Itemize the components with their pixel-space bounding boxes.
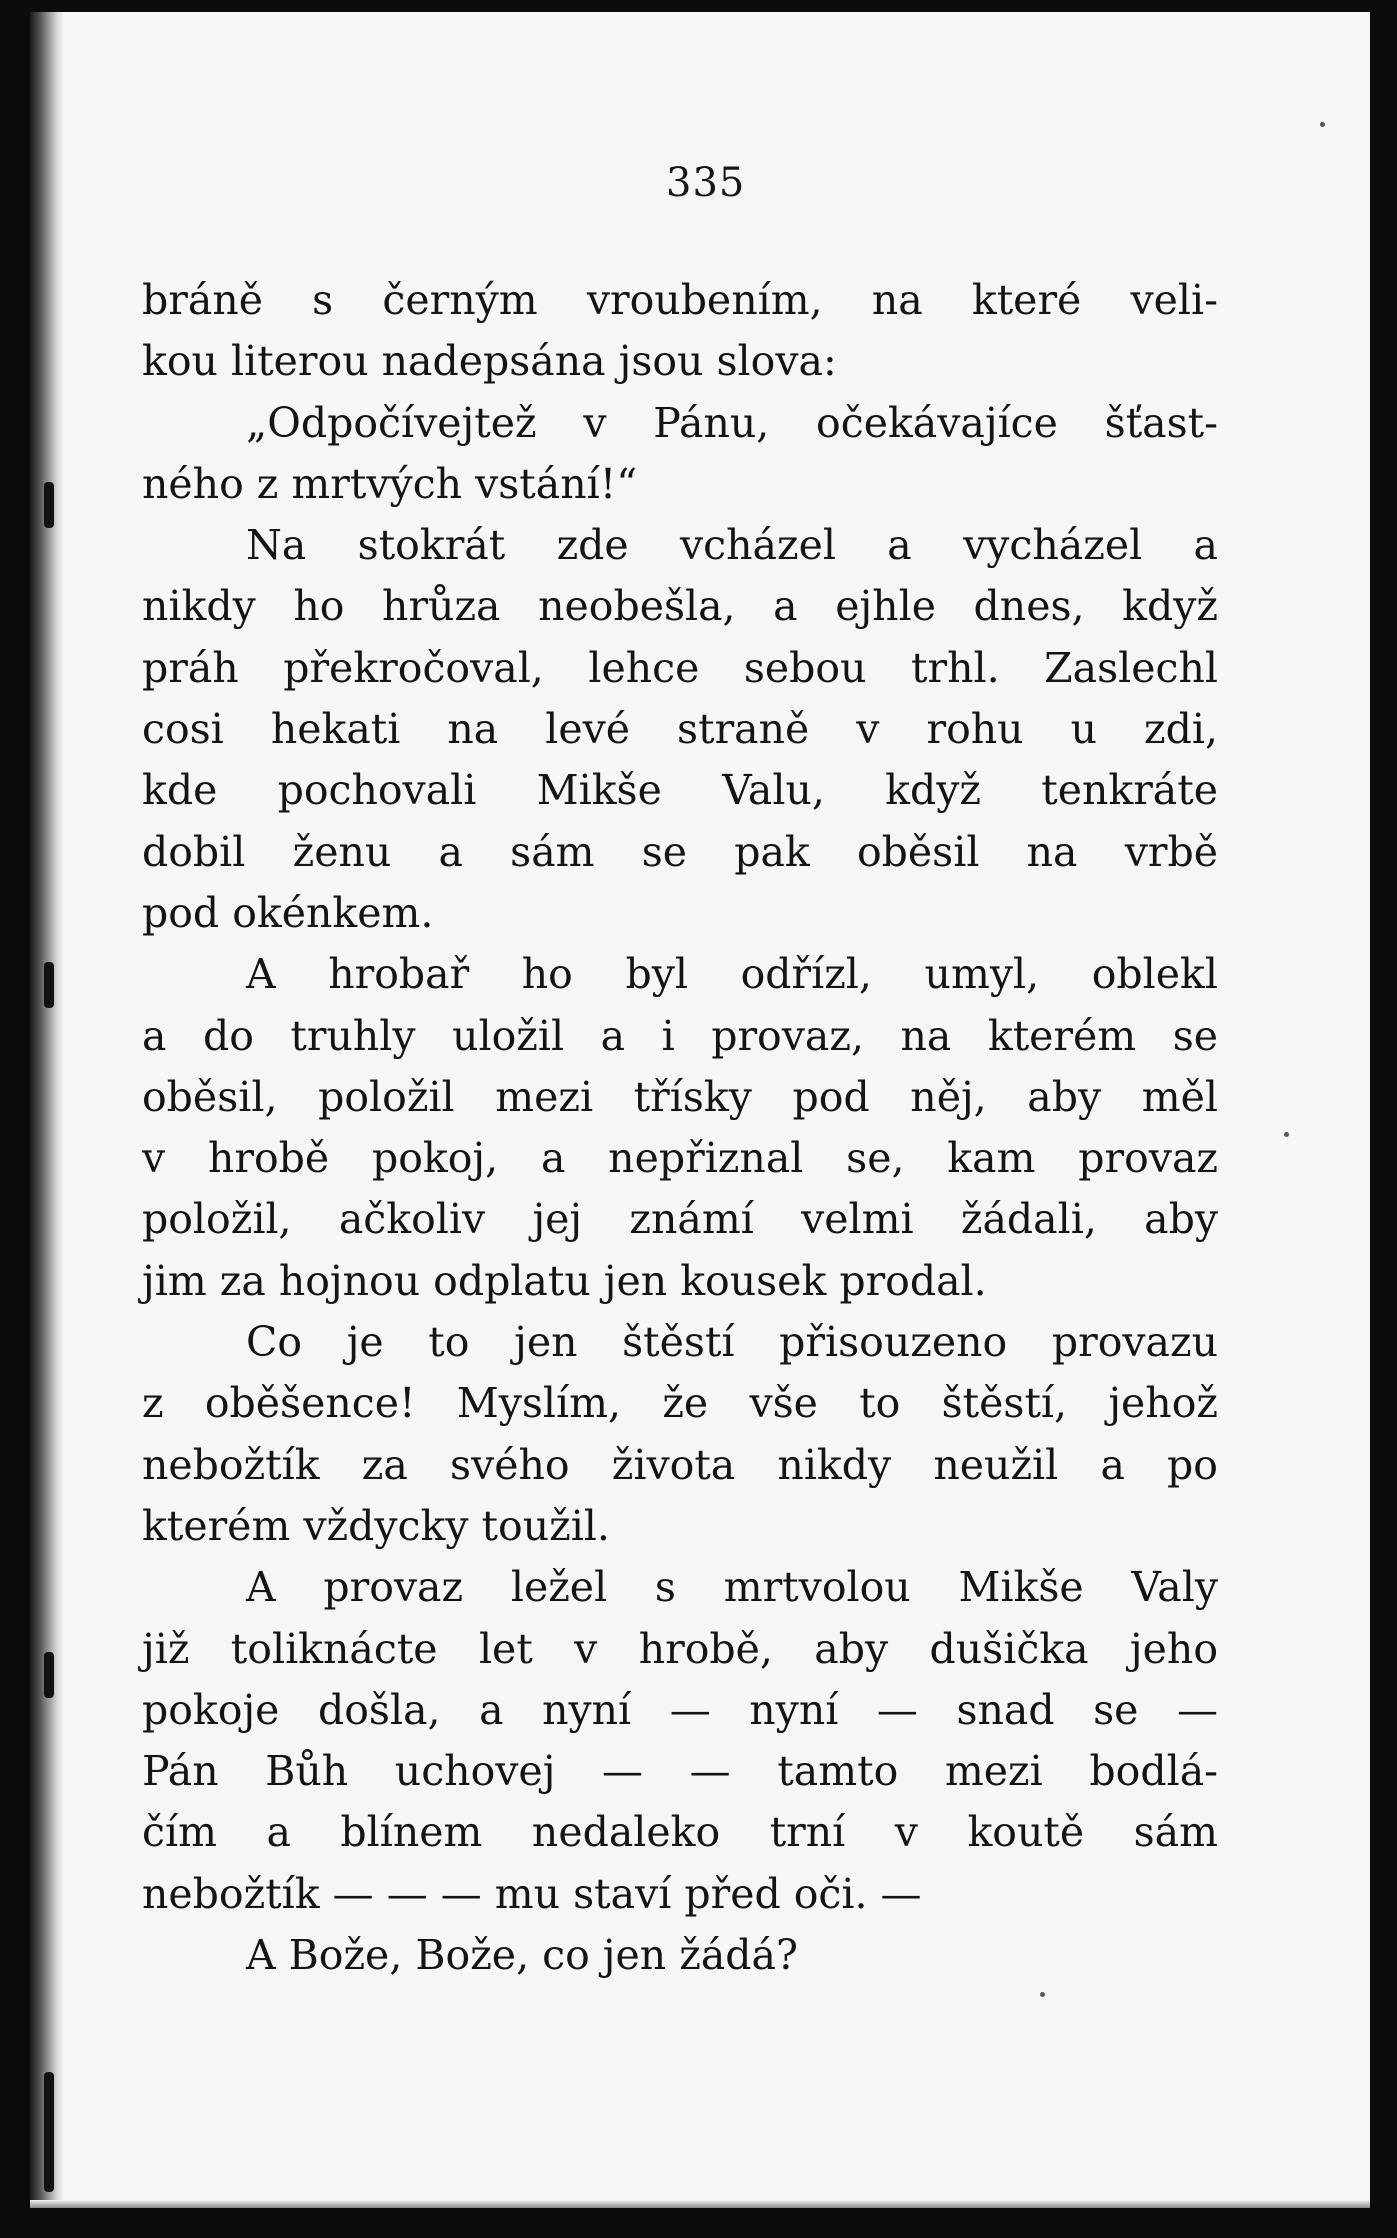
text-line: cosi hekati na levé straně v rohu u zdi, bbox=[142, 705, 1218, 754]
text-line: již toliknácte let v hrobě, aby dušička jeho bbox=[142, 1624, 1218, 1673]
text-line: nikdy ho hrůza neobešla, a ejhle dnes, když bbox=[142, 582, 1218, 631]
text-line: bráně s černým vroubením, na které veli- bbox=[142, 276, 1218, 324]
text-line: kou literou nadepsána jsou slova: bbox=[142, 337, 837, 386]
page-number: 335 bbox=[666, 160, 746, 206]
text-line: „Odpočívejtež v Pánu, očekávajíce šťast- bbox=[246, 398, 1218, 447]
text-line: položil, ačkoliv jej známí velmi žádali, aby bbox=[142, 1195, 1218, 1244]
text-line: Pán Bůh uchovej — — tamto mezi bodlá- bbox=[142, 1747, 1218, 1796]
text-line: ného z mrtvých vstání!“ bbox=[142, 459, 638, 508]
paper-speck bbox=[1284, 1132, 1289, 1137]
text-line: nebožtík — — — mu staví před oči. — bbox=[142, 1869, 922, 1918]
text-line: dobil ženu a sám se pak oběsil na vrbě bbox=[142, 827, 1218, 876]
text-line: nebožtík za svého života nikdy neužil a po bbox=[142, 1440, 1218, 1489]
text-line: čím a blínem nedaleko trní v koutě sám bbox=[142, 1808, 1218, 1857]
page-bottom-edge bbox=[30, 2200, 1370, 2208]
binding-mark bbox=[44, 962, 54, 1008]
text-line: kterém vždycky toužil. bbox=[142, 1501, 610, 1550]
text-line: pokoje došla, a nyní — nyní — snad se — bbox=[142, 1685, 1218, 1734]
gutter-shadow bbox=[30, 12, 64, 2208]
text-line: Na stokrát zde vcházel a vycházel a bbox=[246, 521, 1218, 570]
text-line: A provaz ležel s mrtvolou Mikše Valy bbox=[246, 1563, 1218, 1612]
binding-mark bbox=[44, 482, 54, 528]
text-line: jim za hojnou odplatu jen kousek prodal. bbox=[142, 1256, 987, 1305]
body-text bbox=[142, 270, 1218, 1986]
paper-speck bbox=[1040, 1992, 1045, 1997]
text-line: z oběšence! Myslím, že vše to štěstí, jehož bbox=[142, 1379, 1218, 1428]
text-line: a do truhly uložil a i provaz, na kterém se bbox=[142, 1011, 1218, 1060]
text-line: Co je to jen štěstí přisouzeno provazu bbox=[246, 1318, 1218, 1367]
text-line: A hrobař ho byl odřízl, umyl, oblekl bbox=[246, 950, 1218, 999]
text-line: pod okénkem. bbox=[142, 888, 434, 937]
text-line: A Bože, Bože, co jen žádá? bbox=[246, 1931, 798, 1980]
binding-mark bbox=[44, 1652, 54, 1698]
binding-mark bbox=[44, 2072, 54, 2192]
paper-speck bbox=[1320, 122, 1325, 127]
text-line: oběsil, položil mezi třísky pod něj, aby měl bbox=[142, 1072, 1218, 1121]
text-line: práh překročoval, lehce sebou trhl. Zaslechl bbox=[142, 643, 1218, 692]
text-line: v hrobě pokoj, a nepřiznal se, kam provaz bbox=[142, 1134, 1218, 1183]
text-line: kde pochovali Mikše Valu, když tenkráte bbox=[142, 766, 1218, 815]
book-page bbox=[30, 12, 1370, 2208]
